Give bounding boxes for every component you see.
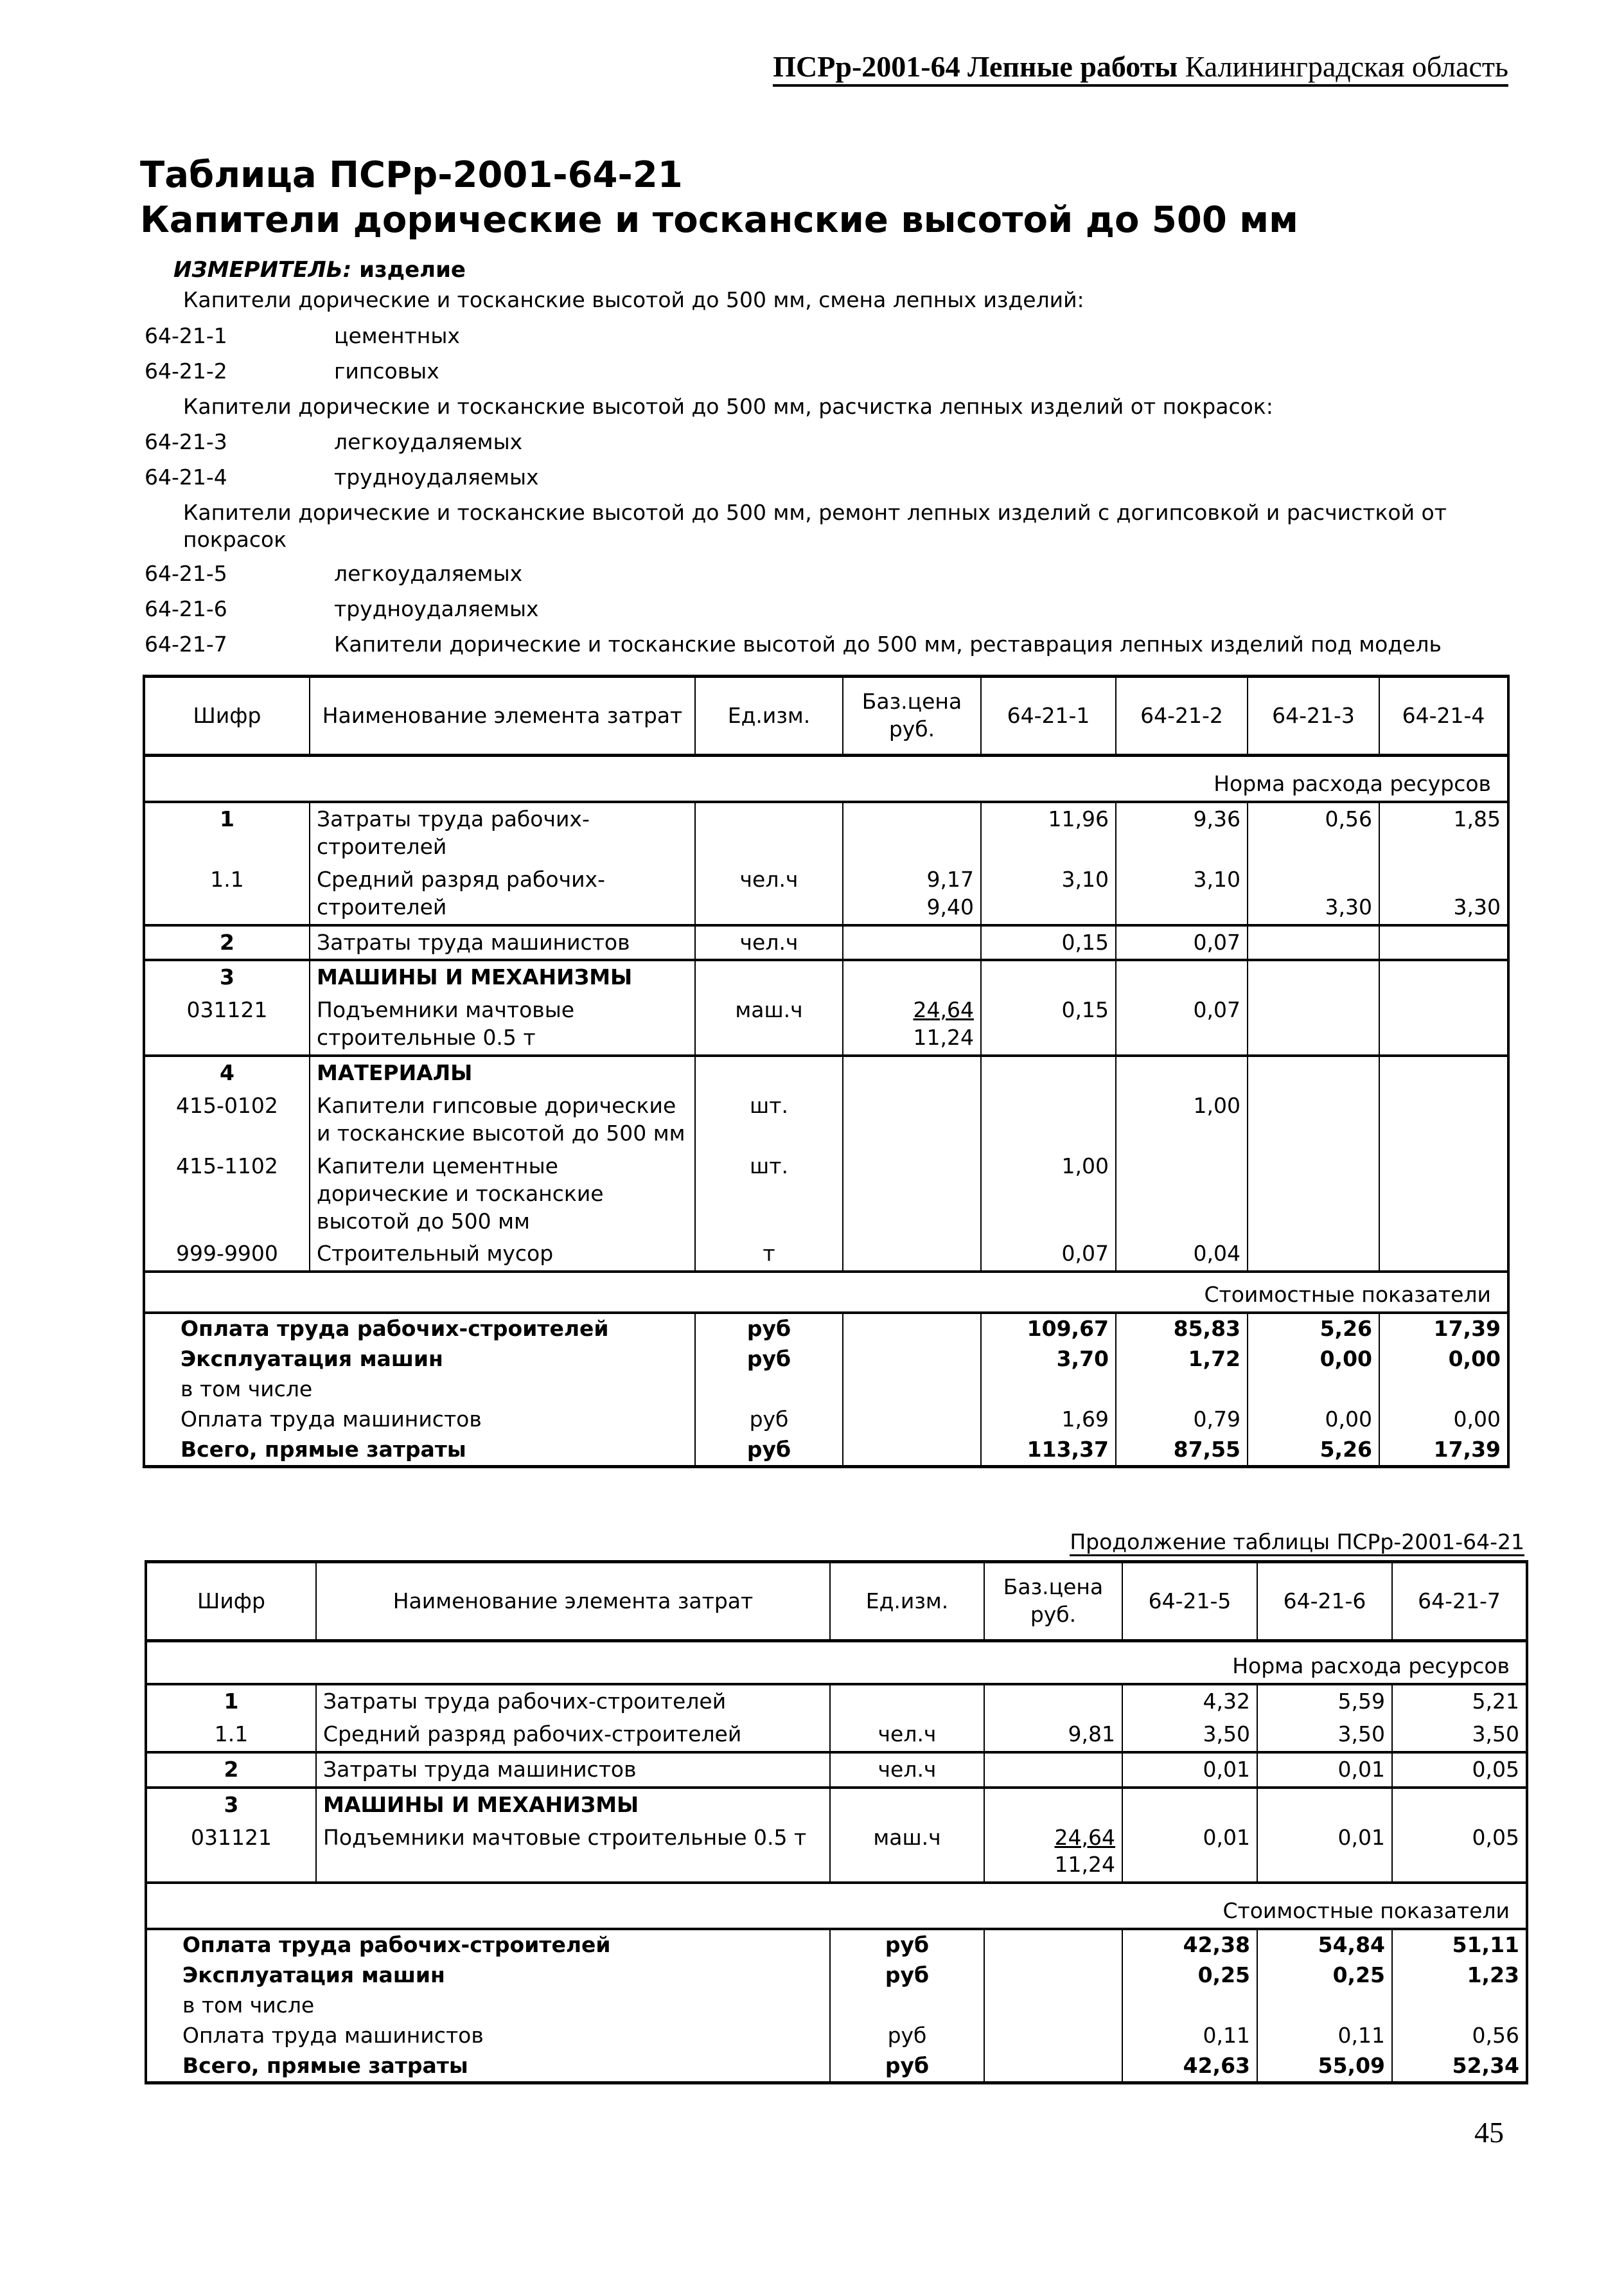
running-header: [773, 50, 1508, 87]
table-row: [146, 1822, 1527, 1883]
desc-code: 64-21-3: [145, 429, 227, 454]
desc-group-1: Капители дорические и тосканские высотой до 500 мм, смена лепных изделий:: [183, 287, 1084, 312]
meter-value: изделие: [359, 257, 466, 283]
desc-text: легкоудаляемых: [334, 429, 523, 454]
cost-name: Оплата труда рабочих-строителей: [146, 1929, 830, 1960]
desc-code: 64-21-6: [145, 596, 227, 621]
table-header-row: [146, 1562, 1527, 1641]
row-code: 3: [146, 1788, 316, 1822]
table-row: [144, 960, 1508, 994]
cost-value: 0,79: [1116, 1405, 1248, 1435]
desc-text: гипсовых: [334, 359, 439, 384]
row-unit: шт.: [695, 1150, 843, 1238]
row-group-name: МАШИНЫ И МЕХАНИЗМЫ: [316, 1788, 830, 1822]
cost-name: Оплата труда машинистов: [144, 1405, 695, 1435]
cost-name: Всего, прямые затраты: [144, 1435, 695, 1466]
row-unit: чел.ч: [695, 864, 843, 925]
row-unit: маш.ч: [830, 1822, 984, 1883]
row-group-name: МАТЕРИАЛЫ: [310, 1056, 695, 1090]
cost-value: 0,00: [1379, 1344, 1508, 1374]
row-name: Капители цементные дорические и тосканские высотой до 500 мм: [310, 1150, 695, 1238]
cost-value: 0,25: [1257, 1960, 1392, 1991]
cost-value: 1,72: [1116, 1344, 1248, 1374]
cost-value: 87,55: [1116, 1435, 1248, 1466]
cost-value: 17,39: [1379, 1435, 1508, 1466]
row-code: 415-1102: [144, 1150, 310, 1238]
section-costs-label: Стоимостные показатели: [144, 1272, 1508, 1313]
table-header-row: [144, 677, 1508, 756]
cost-row: [146, 1960, 1527, 1991]
row-code: 999-9900: [144, 1238, 310, 1272]
header-col: 64-21-5: [1122, 1562, 1257, 1641]
cost-row: [144, 1313, 1508, 1344]
row-price: 9,81: [984, 1718, 1122, 1752]
cost-value: 55,09: [1257, 2051, 1392, 2083]
desc-code: 64-21-5: [145, 561, 227, 586]
row-value: 3,50: [1122, 1718, 1257, 1752]
section-norms-row: [146, 1641, 1527, 1685]
row-price: 24,64 11,24: [984, 1822, 1122, 1883]
row-name: Затраты труда рабочих-строителей: [316, 1684, 830, 1718]
cost-value: 17,39: [1379, 1313, 1508, 1344]
row-value: 1,00: [1116, 1090, 1248, 1150]
row-value: 0,07: [1116, 994, 1248, 1056]
row-code: 1: [146, 1684, 316, 1718]
meter-label: ИЗМЕРИТЕЛЬ:: [173, 257, 352, 283]
table-row: [146, 1788, 1527, 1822]
row-code: 031121: [146, 1822, 316, 1883]
cost-name: Оплата труда рабочих-строителей: [144, 1313, 695, 1344]
row-unit: маш.ч: [695, 994, 843, 1056]
cost-unit: руб: [695, 1344, 843, 1374]
cost-value: 1,23: [1392, 1960, 1527, 1991]
row-name: Подъемники мачтовые строительные 0.5 т: [310, 994, 695, 1056]
cost-value: 54,84: [1257, 1929, 1392, 1960]
table-row: [146, 1752, 1527, 1788]
cost-value: 51,11: [1392, 1929, 1527, 1960]
header-price: Баз.цена руб.: [843, 677, 981, 756]
section-norms-label: Норма расхода ресурсов: [144, 756, 1508, 803]
cost-value: 0,56: [1392, 2021, 1527, 2051]
cost-value: 42,38: [1122, 1929, 1257, 1960]
row-unit: чел.ч: [695, 925, 843, 961]
cost-value: 85,83: [1116, 1313, 1248, 1344]
desc-code: 64-21-7: [145, 632, 227, 657]
row-name: Затраты труда машинистов: [316, 1752, 830, 1788]
header-price: Баз.цена руб.: [984, 1562, 1122, 1641]
row-value: 1,00: [981, 1150, 1116, 1238]
header-shifr: Шифр: [146, 1562, 316, 1641]
row-name: Затраты труда машинистов: [310, 925, 695, 961]
desc-group-3: Капители дорические и тосканские высотой до 500 мм, ремонт лепных изделий с догипсовкой и расчисткой от: [183, 500, 1447, 525]
row-code: 1: [144, 802, 310, 864]
desc-text: трудноудаляемых: [334, 465, 539, 490]
cost-value: 109,67: [981, 1313, 1116, 1344]
cost-name: в том числе: [144, 1374, 695, 1405]
row-code: 4: [144, 1056, 310, 1090]
header-col: 64-21-6: [1257, 1562, 1392, 1641]
header-unit: Ед.изм.: [695, 677, 843, 756]
row-value: 0,56: [1248, 802, 1379, 864]
row-value: 0,01: [1257, 1822, 1392, 1883]
header-shifr: Шифр: [144, 677, 310, 756]
row-value: 0,01: [1257, 1752, 1392, 1788]
header-col: 64-21-2: [1116, 677, 1248, 756]
table-row: [146, 1718, 1527, 1752]
cost-unit: руб: [695, 1313, 843, 1344]
row-name: Строительный мусор: [310, 1238, 695, 1272]
row-value: 11,96: [981, 802, 1116, 864]
desc-text: трудноудаляемых: [334, 596, 539, 621]
desc-code: 64-21-1: [145, 323, 227, 348]
cost-value: 52,34: [1392, 2051, 1527, 2083]
desc-text: Капители дорические и тосканские высотой до 500 мм, реставрация лепных изделий под модель: [334, 632, 1442, 657]
cost-name: Оплата труда машинистов: [146, 2021, 830, 2051]
section-norms-label: Норма расхода ресурсов: [146, 1641, 1527, 1685]
table-row: [144, 864, 1508, 925]
row-value: 3,30: [1248, 864, 1379, 925]
page-number: 45: [1474, 2116, 1504, 2149]
row-value: 0,07: [1116, 925, 1248, 961]
cost-row: [146, 1991, 1527, 2021]
header-col: 64-21-4: [1379, 677, 1508, 756]
cost-value: 42,63: [1122, 2051, 1257, 2083]
desc-text: цементных: [334, 323, 460, 348]
desc-group-2: Капители дорические и тосканские высотой до 500 мм, расчистка лепных изделий от покрасок:: [183, 394, 1273, 419]
row-unit: шт.: [695, 1090, 843, 1150]
row-name: Средний разряд рабочих-строителей: [310, 864, 695, 925]
cost-name: в том числе: [146, 1991, 830, 2021]
cost-value: 3,70: [981, 1344, 1116, 1374]
row-name: Подъемники мачтовые строительные 0.5 т: [316, 1822, 830, 1883]
desc-text: легкоудаляемых: [334, 561, 523, 586]
row-value: 0,15: [981, 925, 1116, 961]
running-header-series: ПСРр-2001-64 Лепные работы: [773, 50, 1178, 83]
cost-value: 1,69: [981, 1405, 1116, 1435]
row-code: 2: [144, 925, 310, 961]
table-row: [144, 1090, 1508, 1150]
row-unit: чел.ч: [830, 1752, 984, 1788]
row-value: 0,07: [981, 1238, 1116, 1272]
cost-row: [144, 1374, 1508, 1405]
continuation-label: Продолжение таблицы ПСРр-2001-64-21: [1070, 1529, 1524, 1556]
cost-value: 0,11: [1122, 2021, 1257, 2051]
row-value: 0,15: [981, 994, 1116, 1056]
row-unit: т: [695, 1238, 843, 1272]
row-code: 415-0102: [144, 1090, 310, 1150]
desc-group-3-cont: покрасок: [183, 527, 287, 552]
table-row: [144, 994, 1508, 1056]
row-value: 3,10: [1116, 864, 1248, 925]
cost-row: [144, 1344, 1508, 1374]
row-value: 0,01: [1122, 1752, 1257, 1788]
cost-value: 0,00: [1379, 1405, 1508, 1435]
table-row: [144, 1238, 1508, 1272]
row-value: 5,21: [1392, 1684, 1527, 1718]
cost-value: 0,00: [1248, 1344, 1379, 1374]
cost-unit: руб: [695, 1435, 843, 1466]
row-value: 5,59: [1257, 1684, 1392, 1718]
cost-unit: руб: [830, 1929, 984, 1960]
running-header-region: Калининградская область: [1185, 50, 1508, 83]
row-name: Средний разряд рабочих-строителей: [316, 1718, 830, 1752]
cost-row: [146, 1929, 1527, 1960]
cost-unit: руб: [830, 2051, 984, 2083]
cost-value: 5,26: [1248, 1313, 1379, 1344]
row-value: 0,04: [1116, 1238, 1248, 1272]
cost-row: [146, 2051, 1527, 2083]
row-value: 3,30: [1379, 864, 1508, 925]
row-value: 0,05: [1392, 1752, 1527, 1788]
header-col: 64-21-3: [1248, 677, 1379, 756]
header-unit: Ед.изм.: [830, 1562, 984, 1641]
row-code: 031121: [144, 994, 310, 1056]
desc-code: 64-21-4: [145, 465, 227, 490]
row-code: 2: [146, 1752, 316, 1788]
header-col: 64-21-7: [1392, 1562, 1527, 1641]
row-value: 3,50: [1392, 1718, 1527, 1752]
row-value: 3,50: [1257, 1718, 1392, 1752]
row-value: 0,01: [1122, 1822, 1257, 1883]
resource-table-1: [143, 675, 1510, 1468]
table-title: Таблица ПСРр-2001-64-21: [140, 154, 683, 196]
row-group-name: МАШИНЫ И МЕХАНИЗМЫ: [310, 960, 695, 994]
cost-value: 0,11: [1257, 2021, 1392, 2051]
table-row: [144, 925, 1508, 961]
row-name: Капители гипсовые дорические и тосканские высотой до 500 мм: [310, 1090, 695, 1150]
cost-unit: руб: [830, 2021, 984, 2051]
row-price: 9,17 9,40: [843, 864, 981, 925]
cost-name: Всего, прямые затраты: [146, 2051, 830, 2083]
cost-unit: руб: [830, 1960, 984, 1991]
section-norms-row: [144, 756, 1508, 803]
row-value: 9,36: [1116, 802, 1248, 864]
table-row: [144, 802, 1508, 864]
section-costs-label: Стоимостные показатели: [146, 1883, 1527, 1929]
row-code: 1.1: [144, 864, 310, 925]
row-value: 4,32: [1122, 1684, 1257, 1718]
cost-name: Эксплуатация машин: [144, 1344, 695, 1374]
cost-row: [144, 1435, 1508, 1466]
cost-row: [144, 1405, 1508, 1435]
cost-name: Эксплуатация машин: [146, 1960, 830, 1991]
row-price: 24,64 11,24: [843, 994, 981, 1056]
cost-value: 0,00: [1248, 1405, 1379, 1435]
row-value: 1,85: [1379, 802, 1508, 864]
section-costs-row: [146, 1883, 1527, 1929]
row-code: 1.1: [146, 1718, 316, 1752]
table-subtitle: Капители дорические и тосканские высотой до 500 мм: [140, 199, 1298, 241]
row-value: 3,10: [981, 864, 1116, 925]
row-name: Затраты труда рабочих-строителей: [310, 802, 695, 864]
resource-table-2: [145, 1560, 1528, 2084]
row-code: 3: [144, 960, 310, 994]
row-unit: чел.ч: [830, 1718, 984, 1752]
cost-value: 5,26: [1248, 1435, 1379, 1466]
desc-code: 64-21-2: [145, 359, 227, 384]
cost-row: [146, 2021, 1527, 2051]
header-col: 64-21-1: [981, 677, 1116, 756]
cost-value: 113,37: [981, 1435, 1116, 1466]
header-name: Наименование элемента затрат: [310, 677, 695, 756]
section-costs-row: [144, 1272, 1508, 1313]
cost-value: 0,25: [1122, 1960, 1257, 1991]
table-row: [144, 1056, 1508, 1090]
header-name: Наименование элемента затрат: [316, 1562, 830, 1641]
cost-unit: руб: [695, 1405, 843, 1435]
row-value: 0,05: [1392, 1822, 1527, 1883]
table-row: [144, 1150, 1508, 1238]
table-row: [146, 1684, 1527, 1718]
meter-line: [173, 257, 466, 283]
